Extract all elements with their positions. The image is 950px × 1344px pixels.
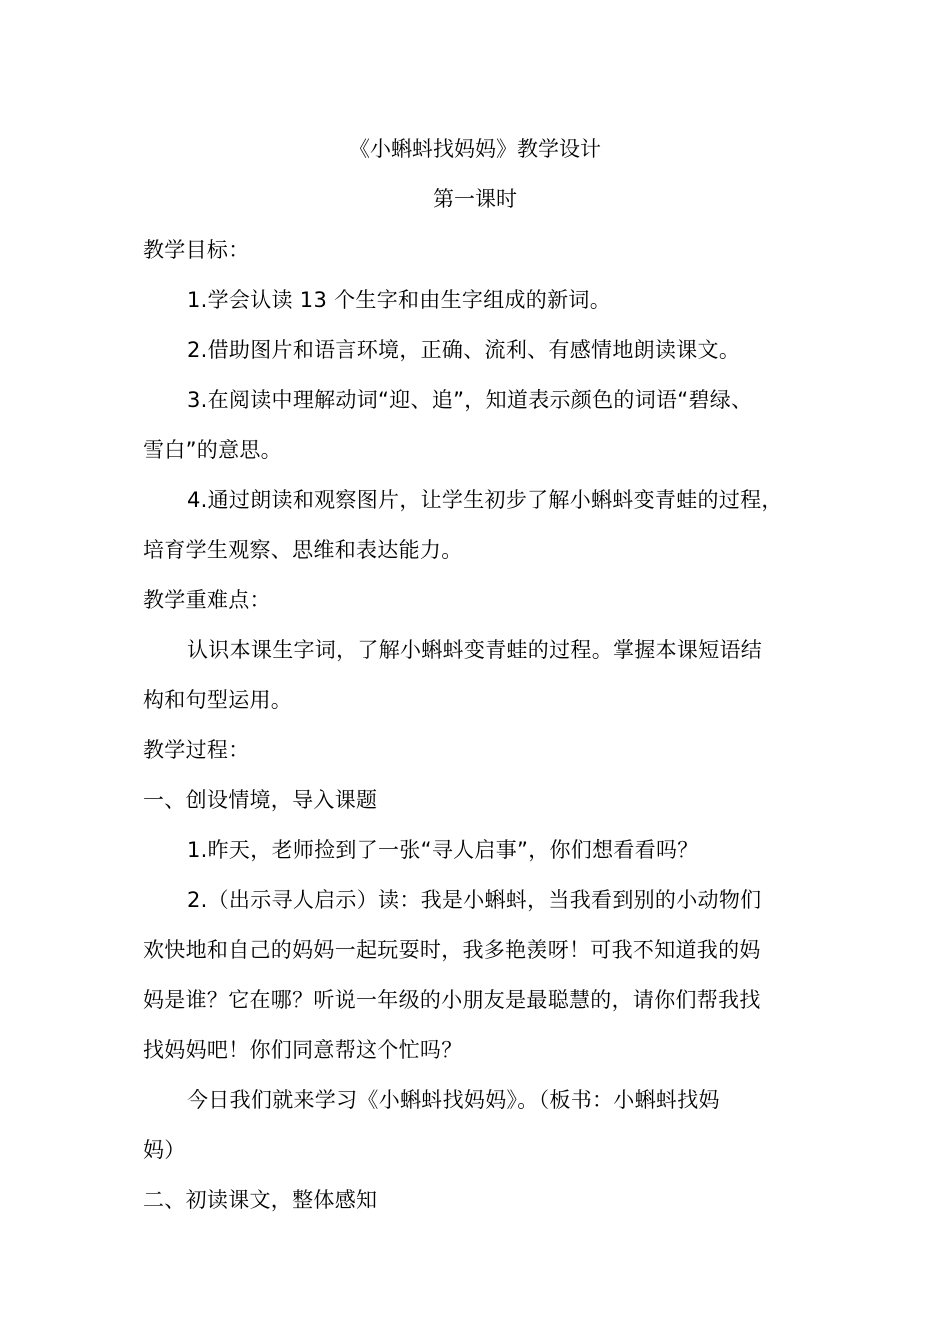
- text-line: 教学过程：: [143, 738, 250, 762]
- text-line: 妈是谁？它在哪？听说一年级的小朋友是最聪慧的，请你们帮我找: [143, 988, 761, 1012]
- text-line: 雪白”的意思。: [143, 438, 282, 462]
- text-line: 一、创设情境，导入课题: [143, 788, 378, 812]
- document-body: [143, 232, 803, 1232]
- text-line: 1.昨天，老师捡到了一张“寻人启事”，你们想看看吗？: [187, 838, 699, 862]
- document-title: 《小蝌蚪找妈妈》教学设计: [349, 137, 601, 161]
- text-line: 2.借助图片和语言环境，正确、流利、有感情地朗读课文。: [187, 338, 741, 362]
- text-line: 教学目标：: [143, 238, 250, 262]
- text-line: 找妈妈吧！你们同意帮这个忙吗？: [143, 1038, 463, 1062]
- text-line: 2.（出示寻人启示）读：我是小蝌蚪，当我看到别的小动物们: [187, 888, 762, 912]
- text-line: 二、初读课文，整体感知: [143, 1188, 378, 1212]
- text-line: 认识本课生字词，了解小蝌蚪变青蛙的过程。掌握本课短语结: [187, 638, 763, 662]
- text-line: 今日我们就来学习《小蝌蚪找妈妈》。（板书：小蝌蚪找妈: [187, 1088, 720, 1112]
- document-subtitle: 第一课时: [433, 187, 517, 211]
- text-line: 妈）: [143, 1138, 186, 1162]
- text-line: 3.在阅读中理解动词“迎、追”，知道表示颜色的词语“碧绿、: [187, 388, 753, 412]
- text-line: 教学重难点：: [143, 588, 271, 612]
- text-line: 构和句型运用。: [143, 688, 293, 712]
- text-line: 4.通过朗读和观察图片，让学生初步了解小蝌蚪变青蛙的过程，: [187, 488, 783, 512]
- text-line: 欢快地和自己的妈妈一起玩耍时，我多艳羡呀！可我不知道我的妈: [143, 938, 761, 962]
- text-line: 1.学会认读 13 个生字和由生字组成的新词。: [187, 288, 612, 312]
- text-line: 培育学生观察、思维和表达能力。: [143, 538, 463, 562]
